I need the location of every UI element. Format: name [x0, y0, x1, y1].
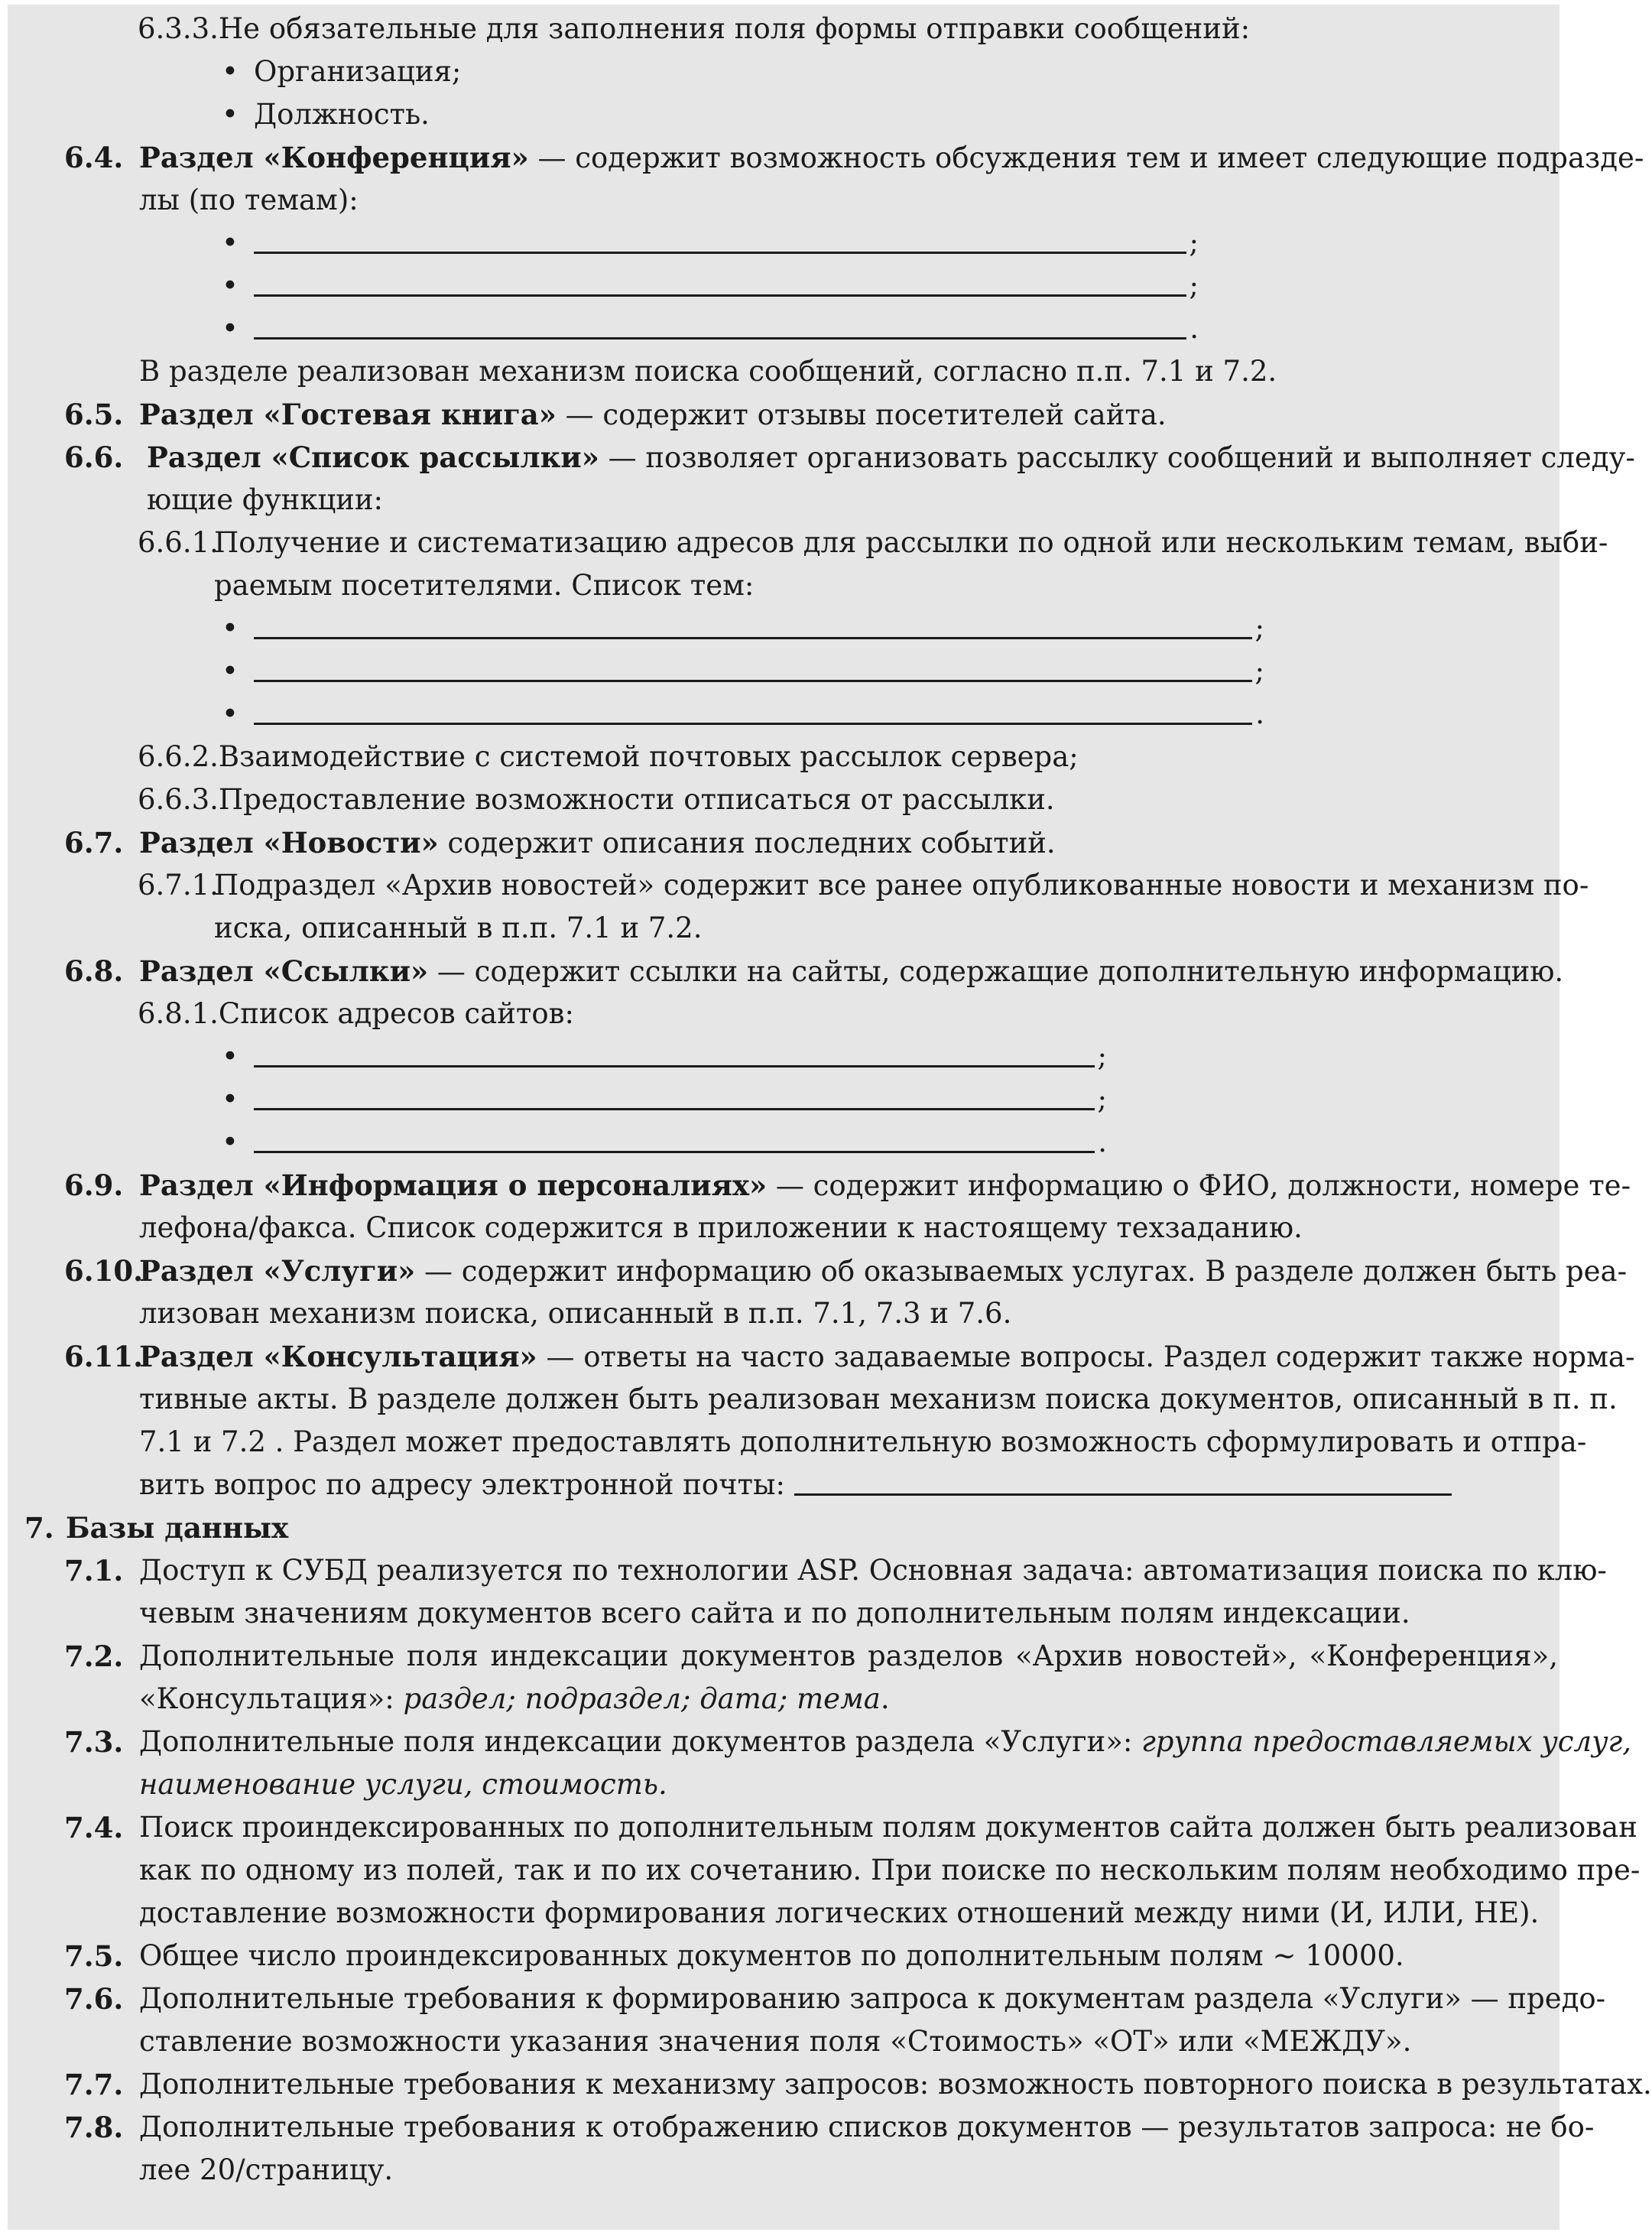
clause-6-6: Раздел «Список рассылки» — позволяет организовать рассылку сообщений и выполняет следу- [147, 440, 1635, 474]
blank-fill-line: ; [254, 265, 1186, 307]
email-blank-line [794, 1464, 1452, 1506]
clause-7-4-number: 7.4. [64, 1811, 124, 1844]
clause-7-6-cont: ставление возможности указания значения поля «Стоимость» «ОТ» или «МЕЖДУ». [139, 2025, 1412, 2058]
clause-7-5-number: 7.5. [64, 1939, 124, 1973]
clause-6-4: Раздел «Конференция» — содержит возможность обсуждения тем и имеет следующие подразде- [139, 141, 1644, 174]
clause-6-8-number: 6.8. [64, 954, 124, 988]
clause-7-7: Дополнительные требования к механизму запросов: возможность повторного поиска в результатах. [139, 2068, 1652, 2101]
bullet-icon [222, 607, 239, 650]
clause-6-3-3 [138, 8, 1250, 50]
clause-7-1: Доступ к СУБД реализуется по технологии ASP. Основная задача: автоматизация поиска по клю- [139, 1554, 1607, 1587]
clause-7-8: Дополнительные требования к отображению списков документов — результатов запроса: не бо- [139, 2111, 1595, 2143]
list-item-text: Должность. [254, 98, 430, 131]
section-title: Раздел «Список рассылки» [147, 440, 599, 474]
clause-7-7-number: 7.7. [64, 2068, 124, 2101]
clause-6-8-1: 6.8.1.Список адресов сайтов: [138, 997, 574, 1030]
bullet-icon [222, 1035, 239, 1078]
clause-7-6: Дополнительные требования к формированию запроса к документам раздела «Услуги» — предо- [139, 1982, 1606, 2015]
bullet-icon [222, 222, 239, 265]
clause-6-6-1: Получение и систематизацию адресов для рассылки по одной или нескольким темам, выби- [214, 526, 1608, 559]
clause-6-7: Раздел «Новости» содержит описания последних событий. [139, 826, 1056, 860]
clause-6-7-1-number: 6.7.1. [138, 869, 219, 902]
clause-7-5: Общее число проиндексированных документов по дополнительным полям ~ 10000. [139, 1939, 1404, 1972]
clause-6-11-cont: вить вопрос по адресу электронной почты: [139, 1464, 1452, 1506]
blank-fill-line: ; [254, 1035, 1095, 1078]
list-item-text: Организация; [254, 55, 462, 88]
clause-6-11-cont: 7.1 и 7.2 . Раздел может предоставлять дополнительную возможность сформулировать и отпра- [139, 1425, 1587, 1458]
clause-6-8: Раздел «Ссылки» — содержит ссылки на сайты, содержащие дополнительную информацию. [139, 954, 1564, 988]
clause-7-2-cont: «Консультация»: раздел; подраздел; дата; тема. [139, 1682, 890, 1715]
clause-6-9-number: 6.9. [64, 1168, 124, 1202]
clause-6-6-2: 6.6.2.Взаимодействие с системой почтовых рассылок сервера; [138, 740, 1079, 773]
clause-6-7-number: 6.7. [64, 826, 124, 860]
section-title: Раздел «Информация о персоналиях» [139, 1168, 768, 1202]
clause-6-10: Раздел «Услуги» — содержит информацию об оказываемых услугах. В разделе должен быть реа- [139, 1254, 1628, 1288]
clause-7-3-cont: наименование услуги, стоимость. [139, 1768, 667, 1801]
clause-6-4-number: 6.4. [64, 141, 124, 174]
blank-fill-line: ; [254, 650, 1252, 693]
clause-7-2-number: 7.2. [64, 1639, 124, 1673]
bullet-icon [222, 50, 239, 93]
clause-6-7-1-cont: иска, описанный в п.п. 7.1 и 7.2. [214, 912, 703, 944]
clause-6-6-cont: ющие функции: [147, 483, 384, 516]
clause-text: Не обязательные для заполнения поля формы отправки сообщений: [218, 12, 1251, 45]
clause-6-10-cont: лизован механизм поиска, описанный в п.п. 7.1, 7.3 и 7.6. [139, 1297, 1012, 1330]
document-page [8, 5, 1652, 2230]
clause-7-4-cont: доставление возможности формирования логических отношений между ними (И, ИЛИ, НЕ). [139, 1896, 1540, 1929]
clause-7-4-cont: как по одному из полей, так и по их сочетанию. При поиске по нескольким полям необходимо пре- [139, 1854, 1641, 1886]
clause-7-8-cont: лее 20/страницу. [139, 2153, 394, 2186]
clause-6-5-number: 6.5. [64, 398, 124, 431]
section-7-number: 7. [24, 1511, 54, 1545]
blank-fill-line: . [254, 1121, 1095, 1164]
clause-6-9: Раздел «Информация о персоналиях» — содержит информацию о ФИО, должности, номере те- [139, 1168, 1631, 1202]
clause-7-3: Дополнительные поля индексации документов раздела «Услуги»: группа предоставляемых услуг, [139, 1725, 1631, 1758]
section-title: Раздел «Ссылки» [139, 954, 429, 988]
bullet-icon [222, 93, 239, 136]
clause-6-11-cont: тивные акты. В разделе должен быть реализован механизм поиска документов, описанный в п. п. [139, 1383, 1618, 1415]
clause-6-4-note: В разделе реализован механизм поиска сообщений, согласно п.п. 7.1 и 7.2. [139, 355, 1277, 388]
clause-6-9-cont: лефона/факса. Список содержится в приложении к настоящему техзаданию. [139, 1211, 1303, 1244]
clause-7-1-number: 7.1. [64, 1554, 124, 1587]
clause-7-2: Дополнительные поля индексации документов разделов «Архив новостей», «Конференция», [139, 1639, 1558, 1672]
section-title: Раздел «Гостевая книга» [139, 398, 557, 431]
section-7-heading: Базы данных [66, 1511, 289, 1545]
bullet-icon [222, 307, 239, 350]
section-title: Раздел «Новости» [139, 826, 439, 860]
blank-fill-line: . [254, 307, 1186, 350]
clause-7-1-cont: чевым значениям документов всего сайта и по дополнительным полям индексации. [139, 1597, 1410, 1630]
bullet-icon [222, 650, 239, 693]
blank-fill-line: ; [254, 222, 1186, 265]
clause-6-5: Раздел «Гостевая книга» — содержит отзывы посетителей сайта. [139, 398, 1167, 431]
clause-7-4: Поиск проиндексированных по дополнительным полям документов сайта должен быть реализован [139, 1811, 1637, 1844]
clause-6-7-1: Подраздел «Архив новостей» содержит все ранее опубликованные новости и механизм по- [214, 869, 1589, 902]
clause-7-6-number: 7.6. [64, 1982, 124, 2016]
clause-6-11-number: 6.11. [64, 1340, 143, 1373]
clause-7-3-number: 7.3. [64, 1725, 124, 1759]
clause-6-6-3: 6.6.3.Предоставление возможности отписаться от рассылки. [138, 783, 1055, 816]
section-title: Раздел «Услуги» [139, 1254, 416, 1288]
bullet-icon [222, 1078, 239, 1121]
section-title: Раздел «Консультация» [139, 1340, 537, 1373]
blank-fill-line: ; [254, 1078, 1095, 1121]
clause-6-6-number: 6.6. [64, 440, 124, 474]
clause-6-11: Раздел «Консультация» — ответы на часто задаваемые вопросы. Раздел содержит также норма- [139, 1340, 1635, 1373]
clause-7-8-number: 7.8. [64, 2111, 124, 2144]
clause-number: 6.3.3. [138, 12, 219, 45]
blank-fill-line: ; [254, 607, 1252, 650]
clause-6-4-cont: лы (по темам): [139, 184, 359, 216]
section-title: Раздел «Конференция» [139, 141, 529, 174]
bullet-icon [222, 693, 239, 736]
bullet-icon [222, 1121, 239, 1164]
clause-6-6-1-cont: раемым посетителями. Список тем: [214, 569, 755, 602]
bullet-icon [222, 265, 239, 307]
blank-fill-line: . [254, 693, 1252, 736]
clause-6-6-1-number: 6.6.1. [138, 526, 219, 559]
clause-6-10-number: 6.10. [64, 1254, 143, 1288]
